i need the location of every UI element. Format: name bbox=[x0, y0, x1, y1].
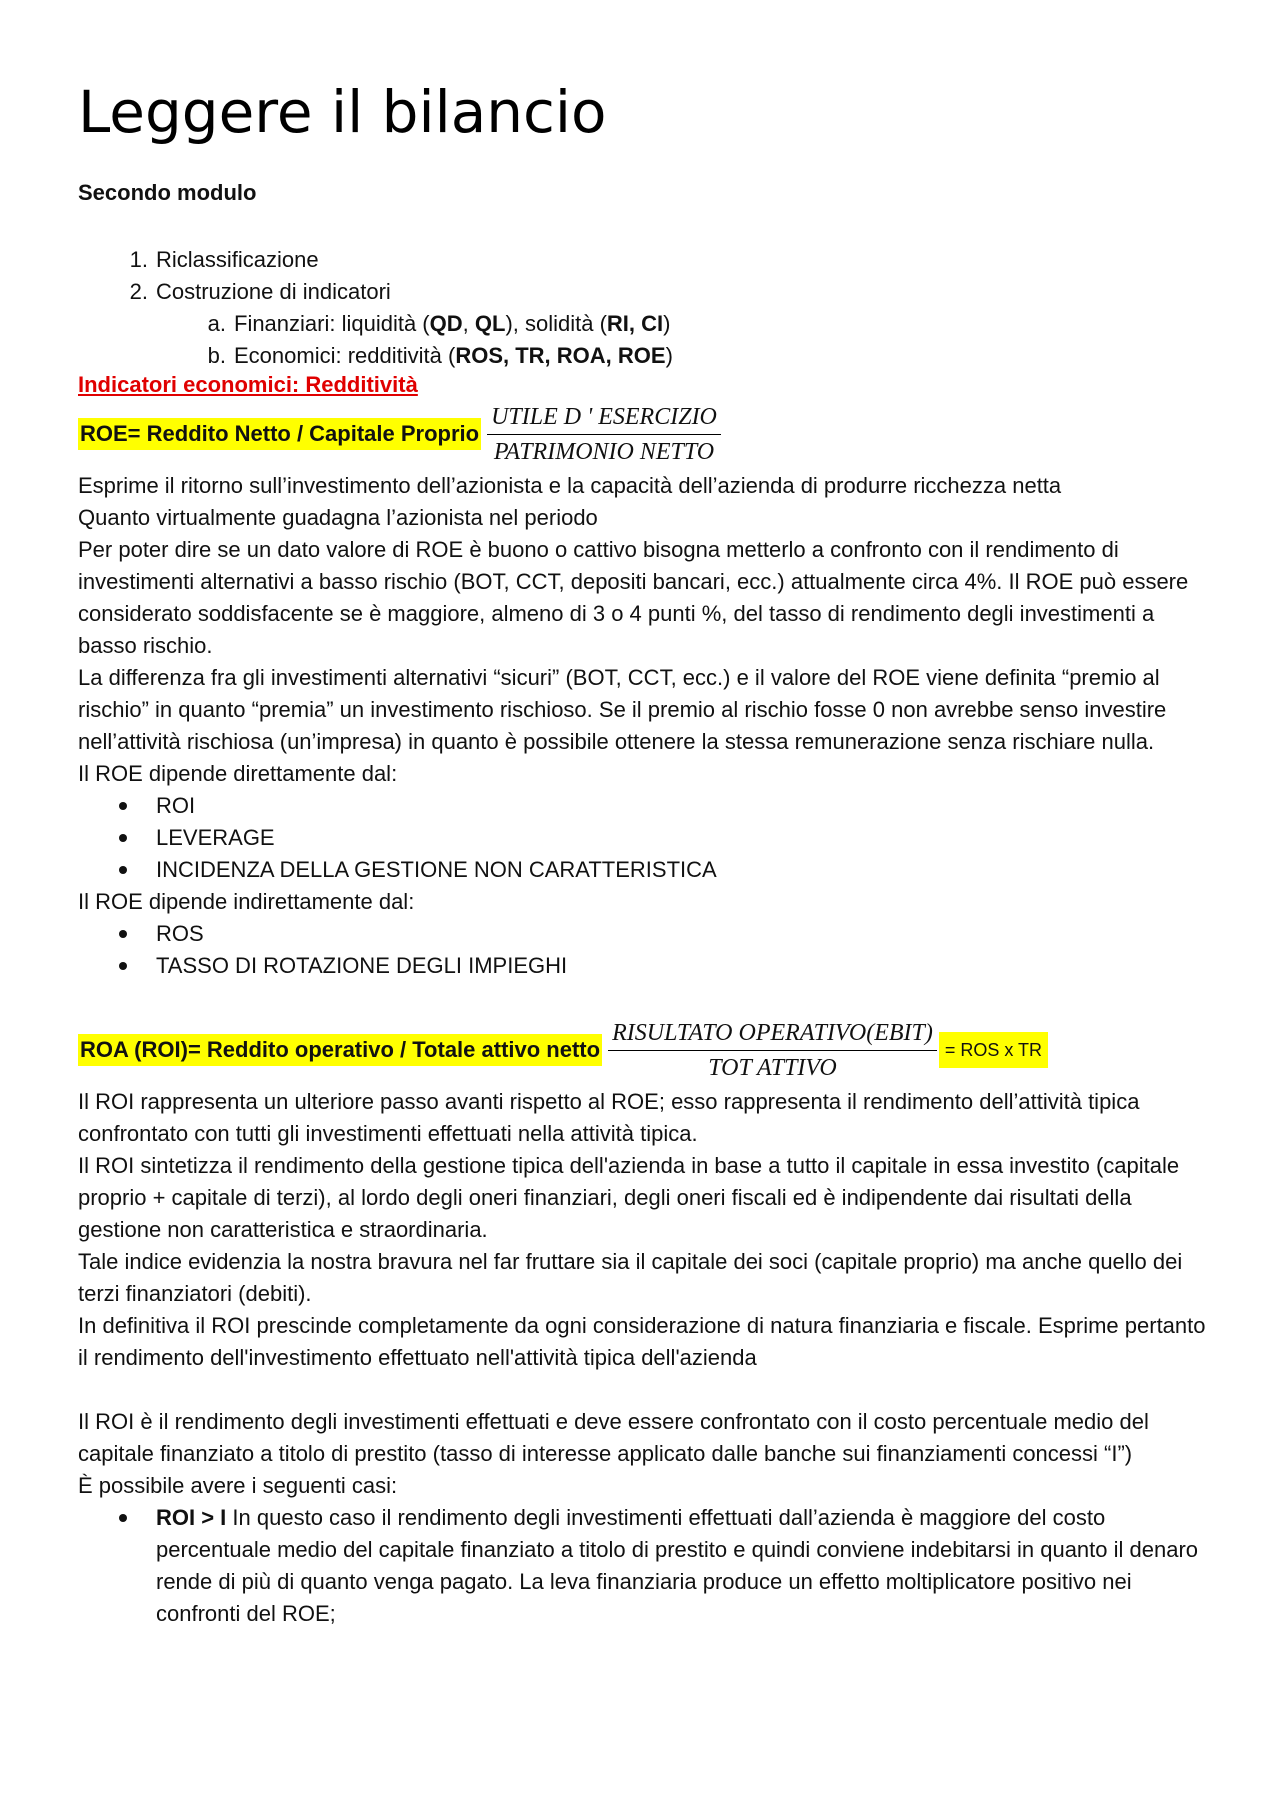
outline-item bbox=[78, 244, 1208, 276]
list-item bbox=[78, 822, 1208, 854]
list-item-text: LEVERAGE bbox=[156, 825, 275, 850]
subitem-bold: ROS, TR, ROA, ROE bbox=[455, 343, 666, 368]
roe-fraction bbox=[487, 402, 721, 467]
module-subtitle: Secondo modulo bbox=[78, 180, 257, 205]
case-text: In questo caso il rendimento degli investimenti effettuati dall’azienda è maggiore del costo percentuale medio del capitale finanziato a titolo di prestito e quindi conviene indebitarsi in quanto il denaro rende di più di quanto venga pagato. La leva finanziaria produce un effetto moltiplicatore positivo nei confronti del ROE; bbox=[156, 1505, 1199, 1626]
subitem-bold: RI, CI bbox=[606, 311, 664, 336]
list-item bbox=[78, 854, 1208, 886]
outline-subitem bbox=[78, 340, 1208, 372]
paragraph: È possibile avere i seguenti casi: bbox=[78, 1473, 398, 1498]
page-title: Leggere il bilancio bbox=[78, 78, 607, 146]
paragraph: Quanto virtualmente guadagna l’azionista nel periodo bbox=[78, 505, 598, 530]
bullet-icon bbox=[119, 866, 127, 874]
roa-denominator: TOT ATTIVO bbox=[708, 1054, 837, 1081]
roe-numerator: UTILE D ' ESERCIZIO bbox=[487, 402, 721, 435]
outline-item bbox=[78, 276, 1208, 308]
paragraph: Il ROI è il rendimento degli investimenti effettuati e deve essere confrontato con il costo percentuale medio del capitale finanziato a titolo di prestito (tasso di interesse applicato dalle banche sui finanziamenti concessi “I”) bbox=[78, 1409, 1149, 1466]
subitem-text: ) bbox=[665, 343, 673, 368]
subitem-text: Economici: redditività ( bbox=[234, 343, 456, 368]
roa-note: = ROS x TR bbox=[939, 1032, 1048, 1068]
roe-label: ROE= Reddito Netto / Capitale Proprio bbox=[78, 418, 481, 450]
list-item bbox=[78, 790, 1208, 822]
spacer bbox=[78, 1374, 1208, 1406]
item-label: Riclassificazione bbox=[156, 247, 319, 272]
roa-numerator: RISULTATO OPERATIVO(EBIT) bbox=[608, 1018, 937, 1051]
subitem-bold: QD bbox=[429, 311, 463, 336]
roe-denominator: PATRIMONIO NETTO bbox=[493, 438, 715, 465]
outline-subitem bbox=[78, 308, 1208, 340]
bullet-icon bbox=[119, 962, 127, 970]
roa-label: ROA (ROI)= Reddito operativo / Totale attivo netto bbox=[78, 1034, 602, 1066]
paragraph: Tale indice evidenzia la nostra bravura nel far fruttare sia il capitale dei soci (capitale proprio) ma anche quello dei terzi finanziatori (debiti). bbox=[78, 1249, 1183, 1306]
section-title: Indicatori economici: Redditività bbox=[78, 372, 418, 397]
list-item bbox=[78, 918, 1208, 950]
bullet-icon bbox=[119, 834, 127, 842]
bullet-icon bbox=[119, 1514, 127, 1522]
cases-list bbox=[78, 1502, 1208, 1630]
roa-formula bbox=[78, 1014, 1208, 1086]
list-item-text: TASSO DI ROTAZIONE DEGLI IMPIEGHI bbox=[156, 953, 568, 978]
list-item-text: INCIDENZA DELLA GESTIONE NON CARATTERISTICA bbox=[156, 857, 717, 882]
roe-section bbox=[78, 398, 1208, 1630]
paragraph: Esprime il ritorno sull’investimento dell’azionista e la capacità dell’azienda di produrre ricchezza netta bbox=[78, 473, 1062, 498]
list-item-text: ROI bbox=[156, 793, 196, 818]
bullet-icon bbox=[119, 930, 127, 938]
paragraph: Per poter dire se un dato valore di ROE è buono o cattivo bisogna metterlo a confronto con il rendimento di investimenti alternativi a basso rischio (BOT, CCT, depositi bancari, ecc.) attualmente circa 4%. Il ROE può essere considerato soddisfacente se è maggiore, almeno di 3 o 4 punti %, del tasso di rendimento degli investimenti a basso rischio. bbox=[78, 537, 1189, 658]
case-label: ROI > I bbox=[156, 1505, 227, 1530]
paragraph: Il ROI sintetizza il rendimento della gestione tipica dell'azienda in base a tutto il capitale in essa investito (capitale proprio + capitale di terzi), al lordo degli oneri finanziari, degli oneri fiscali ed è indipendente dai risultati della gestione non caratteristica e straordinaria. bbox=[78, 1153, 1180, 1242]
list-item-text: ROS bbox=[156, 921, 204, 946]
subitem-text: ), solidità ( bbox=[505, 311, 607, 336]
paragraph: Il ROI rappresenta un ulteriore passo avanti rispetto al ROE; esso rappresenta il rendimento dell’attività tipica confrontato con tutti gli investimenti effettuati nella attività tipica. bbox=[78, 1089, 1140, 1146]
subitem-letter: b. bbox=[207, 343, 226, 368]
list-item bbox=[78, 1502, 1208, 1630]
roa-fraction bbox=[608, 1018, 937, 1083]
outline-list bbox=[78, 244, 1208, 372]
direct-list bbox=[78, 790, 1208, 886]
list-item bbox=[78, 950, 1208, 982]
paragraph: La differenza fra gli investimenti alternativi “sicuri” (BOT, CCT, ecc.) e il valore del ROE viene definita “premio al rischio” in quanto “premia” un investimento rischioso. Se il premio al rischio fosse 0 non avrebbe senso investire nell’attività rischiosa (un’impresa) in quanto è possibile ottenere la stessa remunerazione senza rischiare nulla. bbox=[78, 665, 1167, 754]
subitem-letter: a. bbox=[207, 311, 226, 336]
subitem-text: , bbox=[462, 311, 475, 336]
roe-formula bbox=[78, 398, 1208, 470]
bullet-icon bbox=[119, 802, 127, 810]
item-number: 1. bbox=[129, 247, 148, 272]
subitem-text: Finanziari: liquidità ( bbox=[234, 311, 430, 336]
paragraph: Il ROE dipende direttamente dal: bbox=[78, 761, 398, 786]
spacer bbox=[78, 982, 1208, 1014]
item-label: Costruzione di indicatori bbox=[156, 279, 391, 304]
paragraph: Il ROE dipende indirettamente dal: bbox=[78, 889, 415, 914]
item-number: 2. bbox=[129, 279, 148, 304]
subitem-bold: QL bbox=[474, 311, 506, 336]
paragraph: In definitiva il ROI prescinde completamente da ogni considerazione di natura finanziaria e fiscale. Esprime pertanto il rendimento dell'investimento effettuato nell'attività tipica dell'azienda bbox=[78, 1313, 1206, 1370]
subitem-text: ) bbox=[663, 311, 671, 336]
indirect-list bbox=[78, 918, 1208, 982]
